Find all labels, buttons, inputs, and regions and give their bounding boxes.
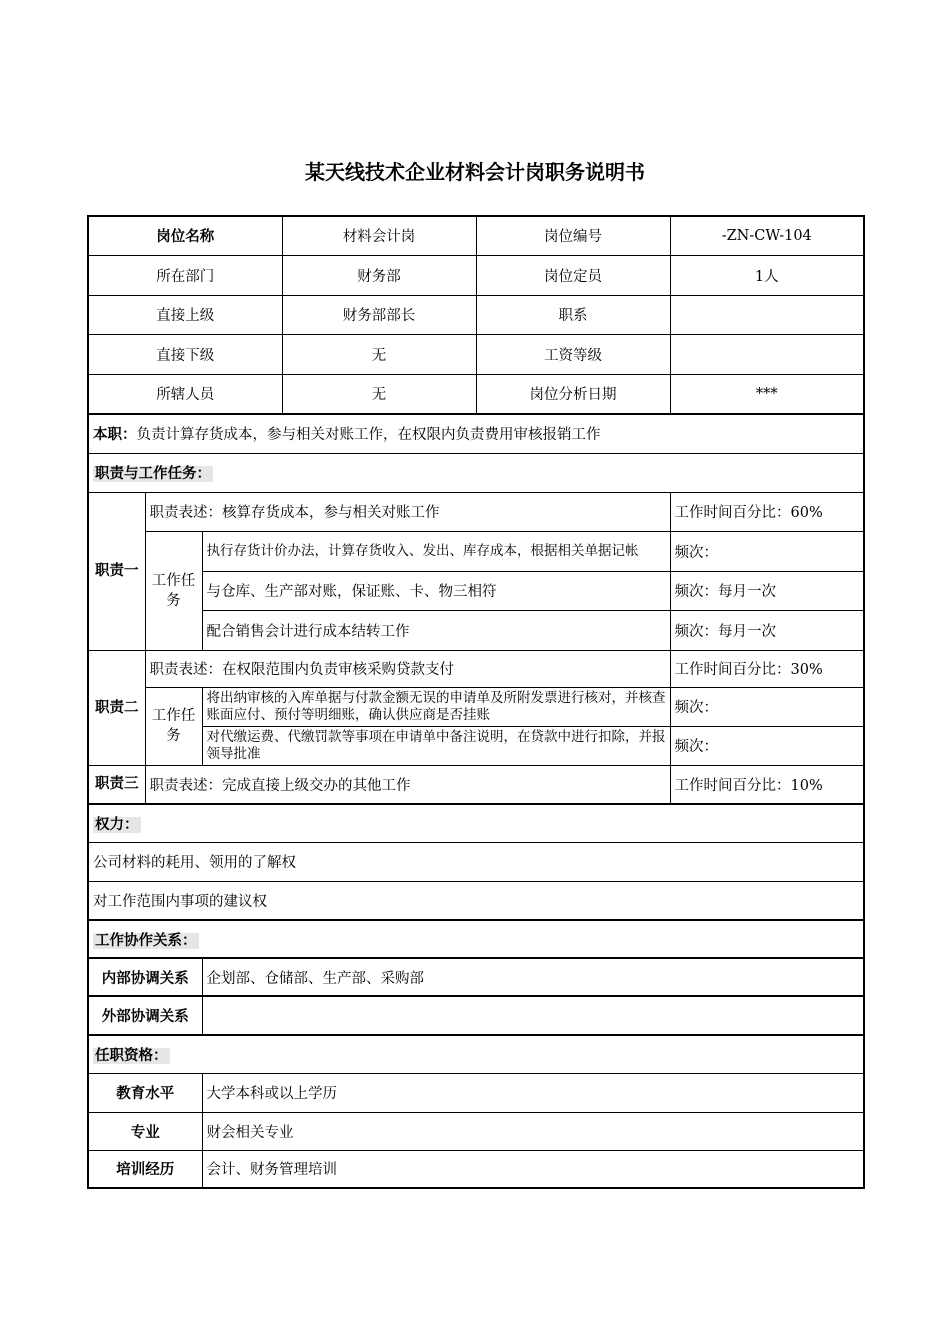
resp1-task-label: 工作任务 bbox=[145, 531, 202, 650]
post-no-value: -ZN-CW-104 bbox=[670, 216, 864, 255]
resp2-desc-row bbox=[88, 650, 864, 687]
series-label: 职系 bbox=[476, 295, 670, 334]
staff-label: 所辖人员 bbox=[88, 374, 282, 414]
analysis-date-label: 岗位分析日期 bbox=[476, 374, 670, 414]
resp3-label: 职责三 bbox=[88, 765, 145, 804]
resp1-desc-row bbox=[88, 492, 864, 531]
job-description-table bbox=[87, 215, 865, 1189]
resp2-label: 职责二 bbox=[88, 650, 145, 765]
resp2-task-freq: 频次： bbox=[670, 726, 864, 765]
superior-label: 直接上级 bbox=[88, 295, 282, 334]
resp-header-cell bbox=[88, 453, 864, 492]
authority-item: 公司材料的耗用、领用的了解权 bbox=[88, 842, 864, 881]
resp1-task-text: 与仓库、生产部对账，保证账、卡、物三相符 bbox=[202, 571, 670, 610]
row-internal bbox=[88, 958, 864, 996]
resp1-task-text: 执行存货计价办法，计算存货收入、发出、库存成本，根据相关单据记帐 bbox=[202, 531, 670, 571]
resp-header: 职责与工作任务： bbox=[95, 466, 211, 482]
resp2-task-row bbox=[88, 687, 864, 726]
document-title: 某天线技术企业材料会计岗职务说明书 bbox=[305, 160, 645, 184]
subordinate-label: 直接下级 bbox=[88, 334, 282, 374]
dept-label: 所在部门 bbox=[88, 255, 282, 295]
internal-value: 企划部、仓储部、生产部、采购部 bbox=[202, 958, 864, 996]
resp2-task-freq: 频次： bbox=[670, 687, 864, 726]
resp3-row bbox=[88, 765, 864, 804]
resp2-task-row bbox=[88, 726, 864, 765]
post-no-label: 岗位编号 bbox=[476, 216, 670, 255]
duty-text: 负责计算存货成本，参与相关对账工作，在权限内负责费用审核报销工作 bbox=[136, 427, 601, 444]
duty-label: 本职： bbox=[93, 427, 137, 444]
subordinate-value: 无 bbox=[282, 334, 476, 374]
superior-value: 财务部部长 bbox=[282, 295, 476, 334]
row-duty bbox=[88, 414, 864, 453]
resp3-time: 工作时间百分比：10% bbox=[670, 765, 864, 804]
analysis-date-value: *** bbox=[670, 374, 864, 414]
training-value: 会计、财务管理培训 bbox=[202, 1150, 864, 1188]
resp1-task-row bbox=[88, 610, 864, 650]
resp1-task-freq: 频次：每月一次 bbox=[670, 610, 864, 650]
education-value: 大学本科或以上学历 bbox=[202, 1073, 864, 1112]
external-label: 外部协调关系 bbox=[88, 996, 202, 1035]
row-qualification-header bbox=[88, 1035, 864, 1073]
row-staff bbox=[88, 374, 864, 414]
resp1-label: 职责一 bbox=[88, 492, 145, 650]
row-resp-header bbox=[88, 453, 864, 492]
resp1-task-freq: 频次：每月一次 bbox=[670, 571, 864, 610]
duty-cell bbox=[88, 414, 864, 453]
resp1-task-freq: 频次： bbox=[670, 531, 864, 571]
resp2-task-label: 工作任务 bbox=[145, 687, 202, 765]
cooperation-header: 工作协作关系： bbox=[95, 932, 197, 949]
education-label: 教育水平 bbox=[88, 1073, 202, 1112]
external-value bbox=[202, 996, 864, 1035]
qualification-header: 任职资格： bbox=[95, 1047, 168, 1064]
row-major bbox=[88, 1112, 864, 1150]
internal-label: 内部协调关系 bbox=[88, 958, 202, 996]
row-dept bbox=[88, 255, 864, 295]
resp1-desc: 职责表述：核算存货成本，参与相关对账工作 bbox=[145, 492, 670, 531]
resp2-task-text: 对代缴运费、代缴罚款等事项在申请单中备注说明，在贷款中进行扣除，并报领导批准 bbox=[202, 726, 670, 765]
resp1-time: 工作时间百分比：60% bbox=[670, 492, 864, 531]
row-education bbox=[88, 1073, 864, 1112]
resp1-task-row bbox=[88, 571, 864, 610]
row-superior bbox=[88, 295, 864, 334]
major-value: 财会相关专业 bbox=[202, 1112, 864, 1150]
post-name-value: 材料会计岗 bbox=[282, 216, 476, 255]
authority-item: 对工作范围内事项的建议权 bbox=[88, 881, 864, 920]
staff-value: 无 bbox=[282, 374, 476, 414]
series-value bbox=[670, 295, 864, 334]
resp2-task-text: 将出纳审核的入库单据与付款金额无误的申请单及所附发票进行核对，并核查账面应付、预付等明细账，确认供应商是否挂账 bbox=[202, 687, 670, 726]
grade-label: 工资等级 bbox=[476, 334, 670, 374]
row-cooperation-header bbox=[88, 920, 864, 958]
authority-item-row bbox=[88, 881, 864, 920]
row-training bbox=[88, 1150, 864, 1188]
grade-value bbox=[670, 334, 864, 374]
quota-value: 1人 bbox=[670, 255, 864, 295]
dept-value: 财务部 bbox=[282, 255, 476, 295]
resp3-desc: 职责表述：完成直接上级交办的其他工作 bbox=[145, 765, 670, 804]
qualification-header-cell bbox=[88, 1035, 864, 1073]
post-name-label: 岗位名称 bbox=[88, 216, 282, 255]
resp1-task-row bbox=[88, 531, 864, 571]
row-authority-header bbox=[88, 804, 864, 842]
resp2-desc: 职责表述：在权限范围内负责审核采购贷款支付 bbox=[145, 650, 670, 687]
cooperation-header-cell bbox=[88, 920, 864, 958]
row-post-name bbox=[88, 216, 864, 255]
quota-label: 岗位定员 bbox=[476, 255, 670, 295]
authority-header-cell bbox=[88, 804, 864, 842]
resp1-task-text: 配合销售会计进行成本结转工作 bbox=[202, 610, 670, 650]
row-subordinate bbox=[88, 334, 864, 374]
row-external bbox=[88, 996, 864, 1035]
resp2-time: 工作时间百分比：30% bbox=[670, 650, 864, 687]
training-label: 培训经历 bbox=[88, 1150, 202, 1188]
authority-header: 权力： bbox=[95, 816, 139, 833]
authority-item-row bbox=[88, 842, 864, 881]
major-label: 专业 bbox=[88, 1112, 202, 1150]
